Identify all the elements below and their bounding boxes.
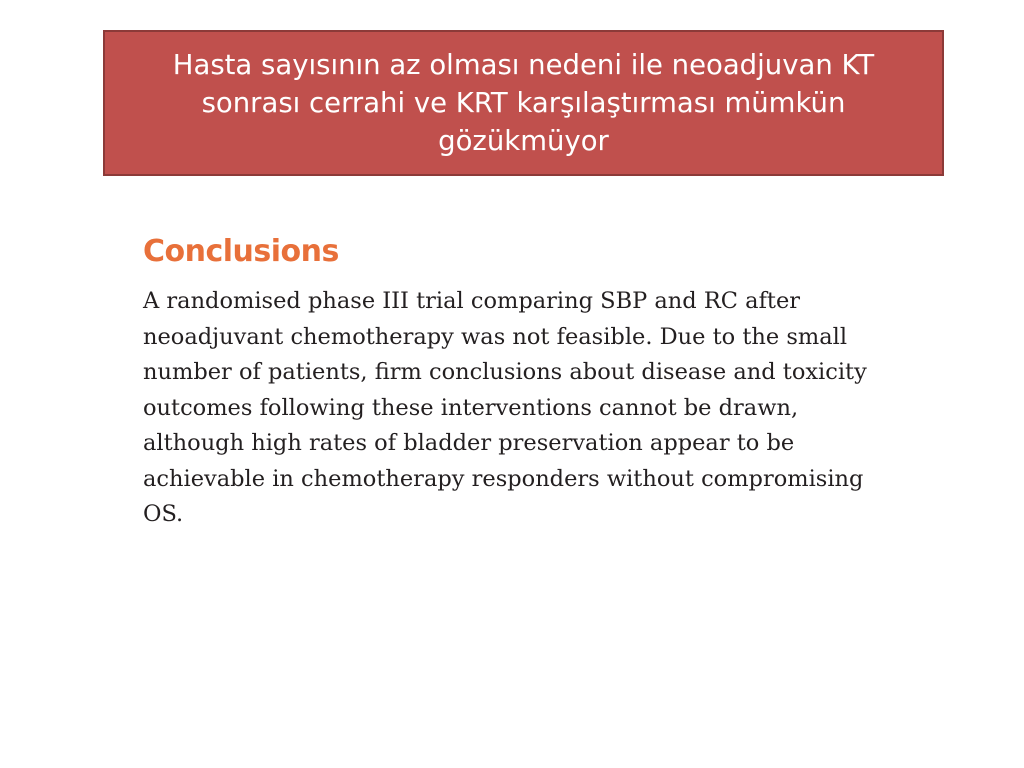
conclusions-body: A randomised phase III trial comparing SBP and RC after neoadjuvant chemotherapy was not feasible. Due to the small number of patients, firm conclusions about disease and toxicity outcomes following these interventions cannot be drawn, although high rates of bladder preservation appear to be achievable in chemotherapy responders without compromising OS. bbox=[143, 288, 867, 527]
callout-box bbox=[103, 30, 944, 176]
conclusions-heading: Conclusions bbox=[143, 234, 339, 269]
callout-text: Hasta sayısının az olması nedeni ile neoadjuvan KT sonrası cerrahi ve KRT karşılaştırması mümkün gözükmüyor bbox=[172, 49, 875, 157]
conclusions-excerpt bbox=[143, 230, 903, 533]
